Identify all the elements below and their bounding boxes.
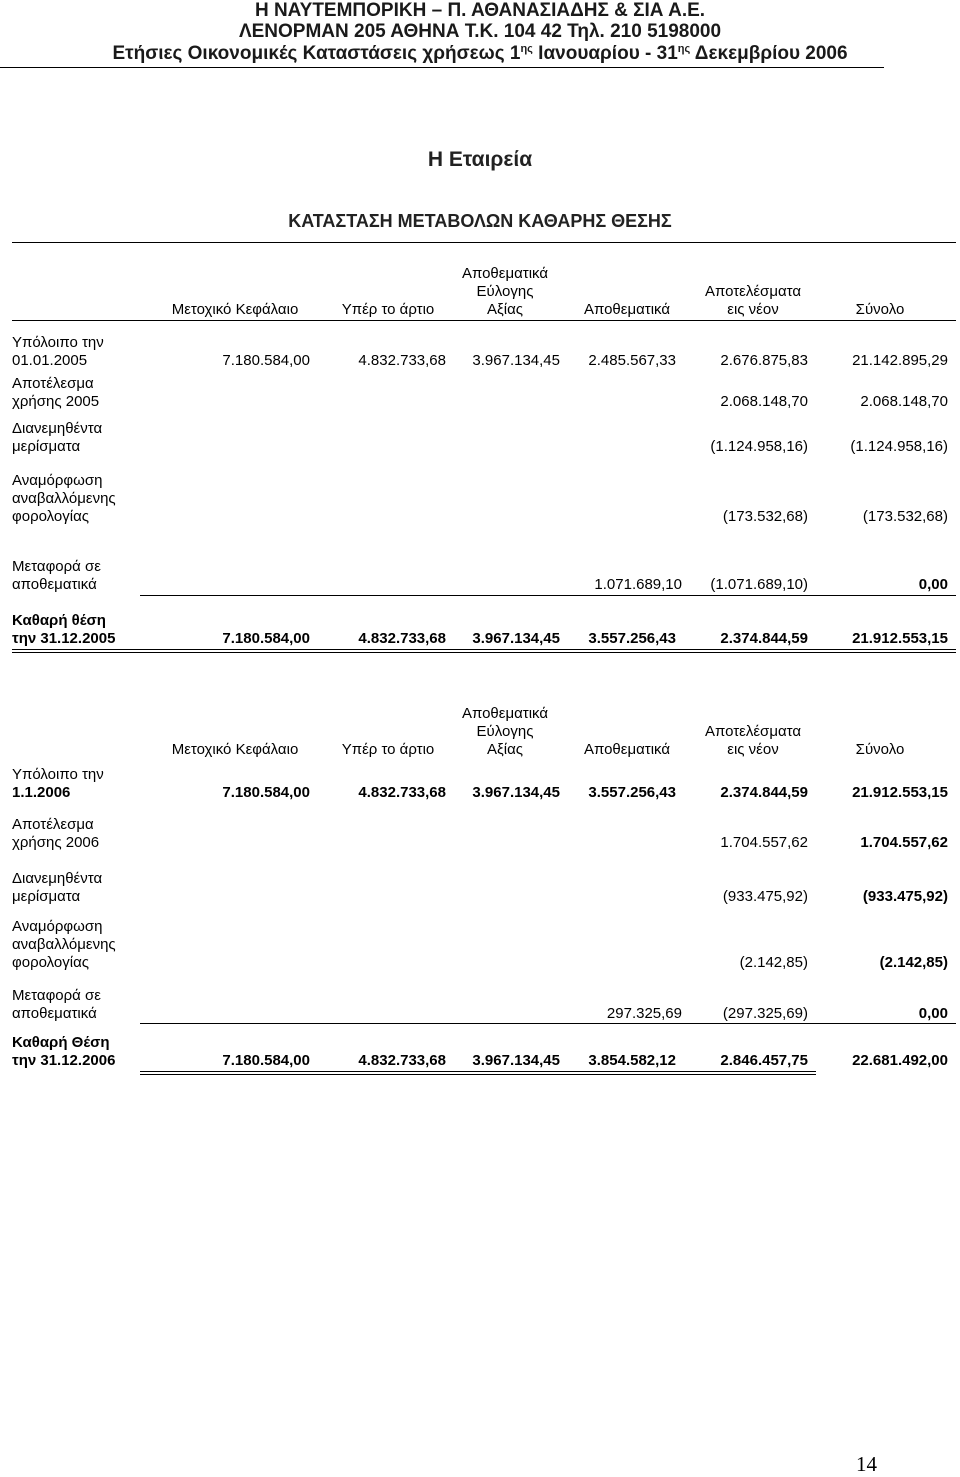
row-label [12,334,172,370]
col-retained-line2: εις νέον [727,301,779,318]
row-label [12,472,172,526]
value-retained: (2.142,85) [739,954,808,971]
row-label [12,420,172,456]
col-total: Σύνολο [855,301,905,318]
value-total: 1.704.557,62 [860,834,948,851]
row-label-line1: Υπόλοιπο την [12,334,104,351]
value-retained: (297.325,69) [722,1005,808,1022]
col-retained-line1: Αποτελέσματα [704,283,802,300]
value-total: (1.124.958,16) [850,438,948,455]
row-label [12,816,172,852]
table-2005-total-rule [12,649,956,650]
col-fair-value-line2: Εύλογης [476,723,534,740]
row-label [12,1034,172,1070]
col-reserves: Αποθεματικά [583,741,671,758]
col-share-capital: Μετοχικό Κεφάλαιο [171,741,299,758]
value-fair-value: 3.967.134,45 [472,1052,560,1069]
value-retained: (173.532,68) [722,508,808,525]
report-period-part-c: Δεκεμβρίου 2006 [690,43,848,64]
value-total: 21.912.553,15 [852,630,948,647]
col-fair-value-line2: Εύλογης [476,283,534,300]
report-period-header [0,43,960,65]
value-total: (2.142,85) [879,954,948,971]
header-rule [0,67,884,68]
col-fair-value-line3: Αξίας [487,741,523,758]
value-retained: 2.374.844,59 [720,784,808,801]
report-period-sup-1: ης [520,43,533,55]
value-share-premium: 4.832.733,68 [358,1052,446,1069]
company-name-header: Η ΝΑΥΤΕΜΠΟΡΙΚΗ – Π. ΑΘΑΝΑΣΙΑΔΗΣ & ΣΙΑ Α.Ε. [254,0,706,21]
value-fair-value: 3.967.134,45 [472,630,560,647]
row-label-line1: Αναμόρφωση [12,472,103,489]
value-retained: 1.704.557,62 [720,834,808,851]
col-retained-line1: Αποτελέσματα [704,723,802,740]
value-reserves: 1.071.689,10 [594,576,682,593]
row-label-line1: Αποτέλεσμα [12,816,94,833]
value-share-premium: 4.832.733,68 [358,630,446,647]
col-share-premium: Υπέρ το άρτιο [341,301,435,318]
col-retained-earnings [688,723,818,759]
row-label-line2: 1.1.2006 [12,784,71,801]
col-fair-value-reserves [450,705,560,759]
table-2006-total-rule-double [140,1074,816,1075]
row-label-line2: την 31.12.2005 [12,630,116,647]
col-share-premium: Υπέρ το άρτιο [341,741,435,758]
row-label-line2: 01.01.2005 [12,352,88,369]
title-rule [12,242,956,243]
table-2006-total-rule [140,1071,816,1072]
row-label [12,375,172,411]
row-label-line1: Αναμόρφωση [12,918,103,935]
row-label-line3: φορολογίας [12,954,90,971]
col-fair-value-reserves [450,265,560,319]
col-retained-line2: εις νέον [727,741,779,758]
value-total: 21.142.895,29 [852,352,948,369]
value-reserves: 3.557.256,43 [588,630,676,647]
value-share-capital: 7.180.584,00 [222,784,310,801]
statement-title: ΚΑΤΑΣΤΑΣΗ ΜΕΤΑΒΟΛΩΝ ΚΑΘΑΡΗΣ ΘΕΣΗΣ [288,211,672,231]
row-label-line3: φορολογίας [12,508,90,525]
report-period-sup-2: ης [677,43,691,55]
row-label [12,766,172,802]
value-share-capital: 7.180.584,00 [222,1052,310,1069]
value-share-capital: 7.180.584,00 [222,352,310,369]
row-label [12,612,172,648]
value-fair-value: 3.967.134,45 [472,352,560,369]
col-reserves: Αποθεματικά [583,301,671,318]
row-label-line1: Διανεμηθέντα [12,870,103,887]
row-label-line2: χρήσης 2005 [12,393,100,410]
value-total: 2.068.148,70 [860,393,948,410]
value-retained: (1.071.689,10) [710,576,808,593]
value-share-premium: 4.832.733,68 [358,352,446,369]
report-period-part-b: Ιανουαρίου - 31 [532,43,678,64]
value-total: 0,00 [918,1005,948,1022]
row-label-line1: Αποτέλεσμα [12,375,94,392]
row-label-line2: την 31.12.2006 [12,1052,116,1069]
value-reserves: 2.485.567,33 [588,352,676,369]
row-label [12,558,172,594]
row-label [12,870,172,906]
row-label-line1: Υπόλοιπο την [12,766,104,783]
value-retained: 2.676.875,83 [720,352,808,369]
row-label-line2: αναβαλλόμενης [12,490,116,507]
row-label-line1: Διανεμηθέντα [12,420,103,437]
row-label-line1: Καθαρή θέση [12,612,106,629]
value-retained: (1.124.958,16) [710,438,808,455]
row-label-line1: Μεταφορά σε [12,987,101,1004]
col-total: Σύνολο [855,741,905,758]
value-reserves: 3.557.256,43 [588,784,676,801]
row-label-line2: αποθεματικά [12,576,97,593]
row-label [12,987,172,1023]
row-label-line2: μερίσματα [12,888,81,905]
value-fair-value: 3.967.134,45 [472,784,560,801]
row-label-line1: Καθαρή Θέση [12,1034,110,1051]
company-address-header: ΛΕΝΟΡΜΑΝ 205 ΑΘΗΝΑ Τ.Κ. 104 42 Τηλ. 210 5198000 [238,21,722,42]
value-retained: (933.475,92) [722,888,808,905]
company-title: Η Εταιρεία [427,148,533,171]
value-total: (933.475,92) [862,888,948,905]
col-retained-earnings [688,283,818,319]
table-2005-header-rule [12,320,956,321]
table-2006-subtotal-rule [140,1023,956,1024]
col-fair-value-line1: Αποθεματικά [461,265,549,282]
col-fair-value-line1: Αποθεματικά [461,705,549,722]
value-retained: 2.374.844,59 [720,630,808,647]
value-reserves: 297.325,69 [606,1005,682,1022]
row-label-line1: Μεταφορά σε [12,558,101,575]
col-fair-value-line3: Αξίας [487,301,523,318]
row-label-line2: αναβαλλόμενης [12,936,116,953]
table-2005-subtotal-rule [140,595,956,596]
value-retained: 2.068.148,70 [720,393,808,410]
row-label-line2: αποθεματικά [12,1005,97,1022]
table-2005-total-rule-double [12,652,956,653]
value-share-capital: 7.180.584,00 [222,630,310,647]
value-total: (173.532,68) [862,508,948,525]
value-share-premium: 4.832.733,68 [358,784,446,801]
value-total: 22.681.492,00 [852,1052,948,1069]
row-label [12,918,172,972]
row-label-line2: μερίσματα [12,438,81,455]
report-period-part-a: Ετήσιες Οικονομικές Καταστάσεις χρήσεως 1 [112,43,521,64]
col-share-capital: Μετοχικό Κεφάλαιο [171,301,299,318]
page-number: 14 [856,1452,877,1476]
value-total: 21.912.553,15 [852,784,948,801]
value-retained: 2.846.457,75 [720,1052,808,1069]
value-reserves: 3.854.582,12 [588,1052,676,1069]
value-total: 0,00 [918,576,948,593]
row-label-line2: χρήσης 2006 [12,834,100,851]
